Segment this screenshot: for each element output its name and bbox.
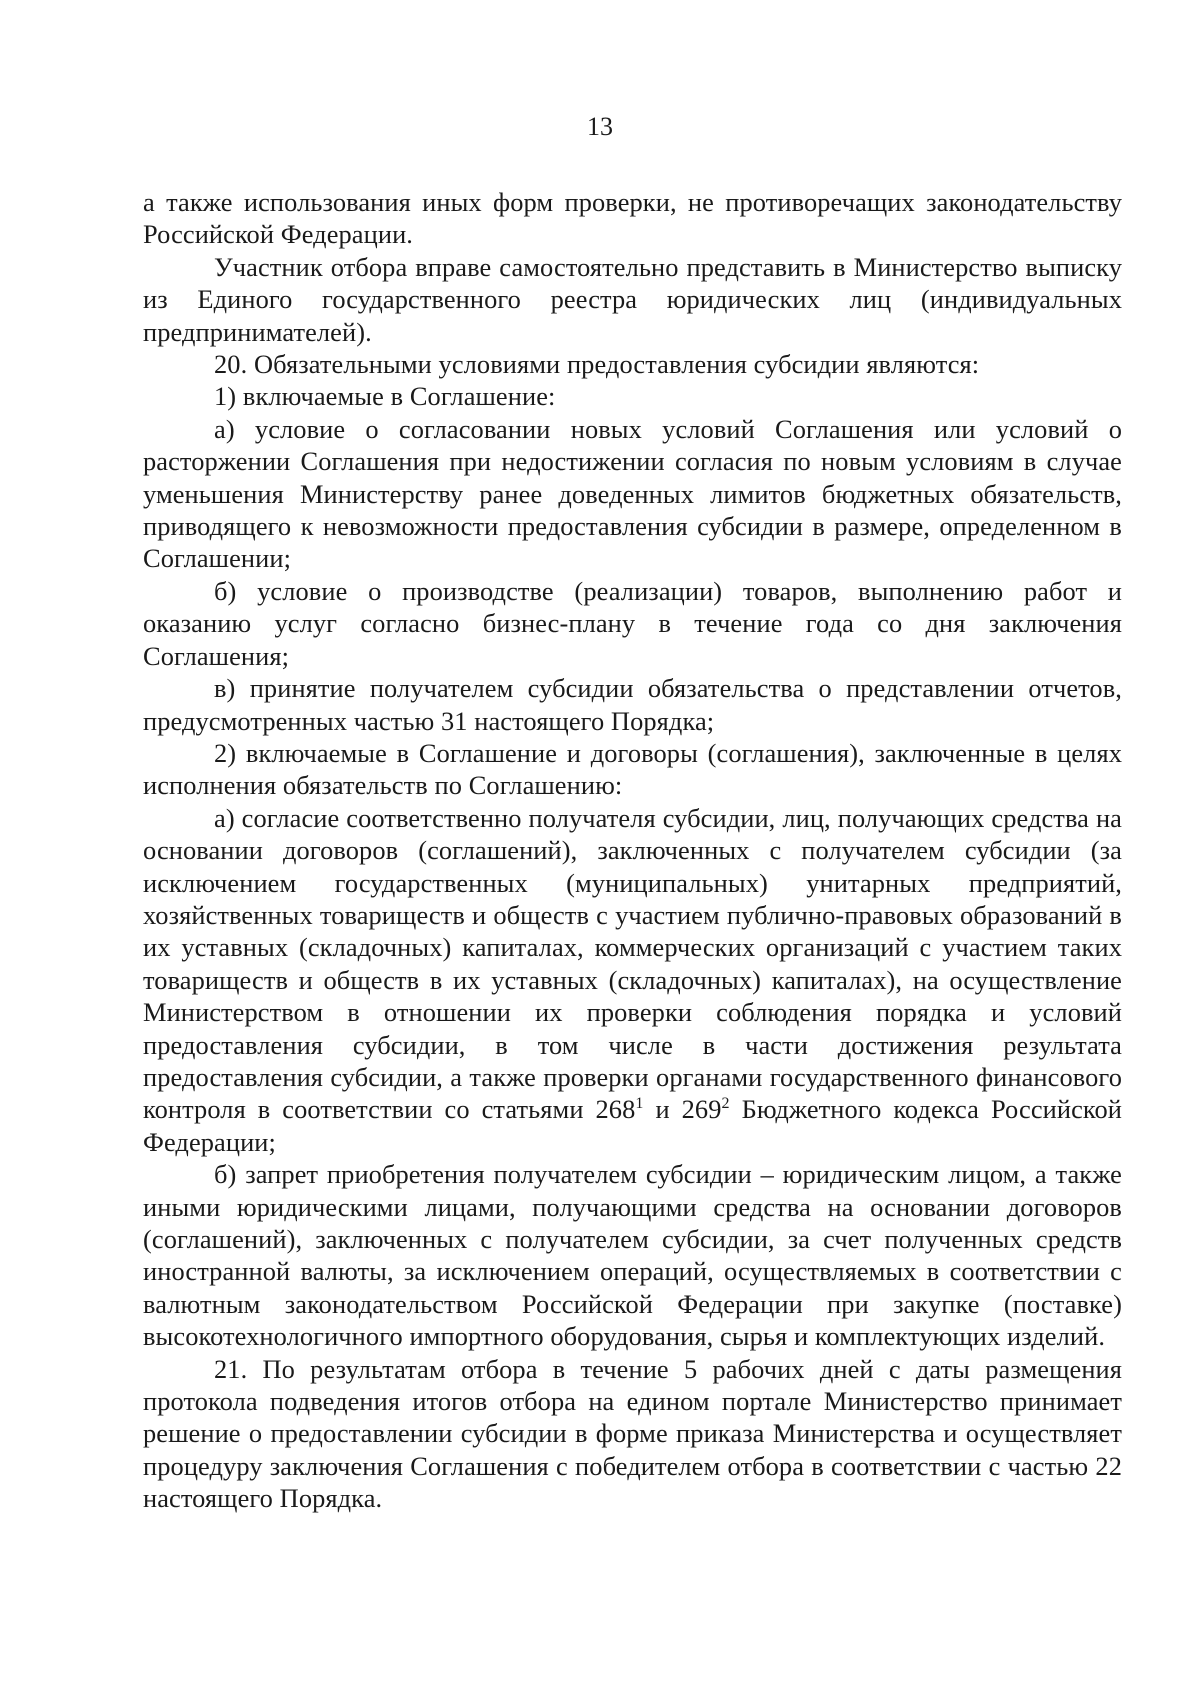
paragraph-item-2: 2) включаемые в Соглашение и договоры (соглашения), заключенные в целях исполнения обязательств по Соглашению:	[143, 737, 1122, 801]
page-number: 13	[587, 112, 613, 141]
document-body	[143, 186, 1122, 1515]
paragraph-item-1: 1) включаемые в Соглашение:	[214, 381, 556, 412]
superscript-1: 1	[635, 1095, 644, 1113]
paragraph-item-2a-end: Бюджетного кодекса Российской Федерации;	[143, 1094, 1122, 1157]
paragraph-item-2b: б) запрет приобретения получателем субсидии – юридическим лицом, а также иными юридическими лицами, получающими средства на основании договоров (соглашений), заключенных с получателем субсидии, за счет полученных средств иностранной валюты, за исключением операций, осуществляемых в соответствии с валютным законодательством Российской Федерации при закупке (поставке) высокотехнологичного импортного оборудования, сырья и комплектующих изделий.	[143, 1159, 1122, 1352]
paragraph-item-2a-mid: и 269	[643, 1094, 722, 1125]
paragraph-item-1a: а) условие о согласовании новых условий Соглашения или условий о расторжении Соглашения при недостижении согласия по новым условиям в случае уменьшения Министерству ранее доведенных лимитов бюджетных обязательств, приводящего к невозможности предоставления субсидии в размере, определенном в Соглашении;	[143, 413, 1122, 574]
paragraph-extract-right: Участник отбора вправе самостоятельно представить в Министерство выписку из Единого государственного реестра юридических лиц (индивидуальных предпринимателей).	[143, 251, 1122, 347]
paragraph-item-1v: в) принятие получателем субсидии обязательства о представлении отчетов, предусмотренных частью 31 настоящего Порядка;	[143, 673, 1122, 736]
paragraph-item-2a-text: а) согласие соответственно получателя субсидии, лиц, получающих средства на основании договоров (соглашений), заключенных с получателем субсидии (за исключением государственных (муниципальных) унитарных предприятий, хозяйственных товариществ и обществ с участием публично-правовых образований в их уставных (складочных) капиталах, коммерческих организаций с участием таких товариществ и обществ в их уставных (складочных) капиталах), на осуществление Министерством в отношении их проверки соблюдения порядка и условий предоставления субсидии, в том числе в части достижения результата предоставления субсидии, а также проверки органами государственного финансового контроля в соответствии со статьями 268	[143, 802, 1122, 1125]
paragraph-item-2a	[143, 802, 1122, 1158]
paragraph-section-20: 20. Обязательными условиями предоставления субсидии являются:	[214, 349, 980, 380]
superscript-2: 2	[721, 1095, 730, 1113]
paragraph-item-1b: б) условие о производстве (реализации) товаров, выполнению работ и оказанию услуг согласно бизнес-плану в течение года со дня заключения Соглашения;	[143, 575, 1122, 671]
paragraph-continuation: а также использования иных форм проверки, не противоречащих законодательству Российской Федерации.	[143, 187, 1122, 250]
paragraph-section-21: 21. По результатам отбора в течение 5 рабочих дней с даты размещения протокола подведения итогов отбора на едином портале Министерство принимает решение о предоставлении субсидии в форме приказа Министерства и осуществляет процедуру заключения Соглашения с победителем отбора в соответствии с частью 22 настоящего Порядка.	[143, 1353, 1122, 1514]
